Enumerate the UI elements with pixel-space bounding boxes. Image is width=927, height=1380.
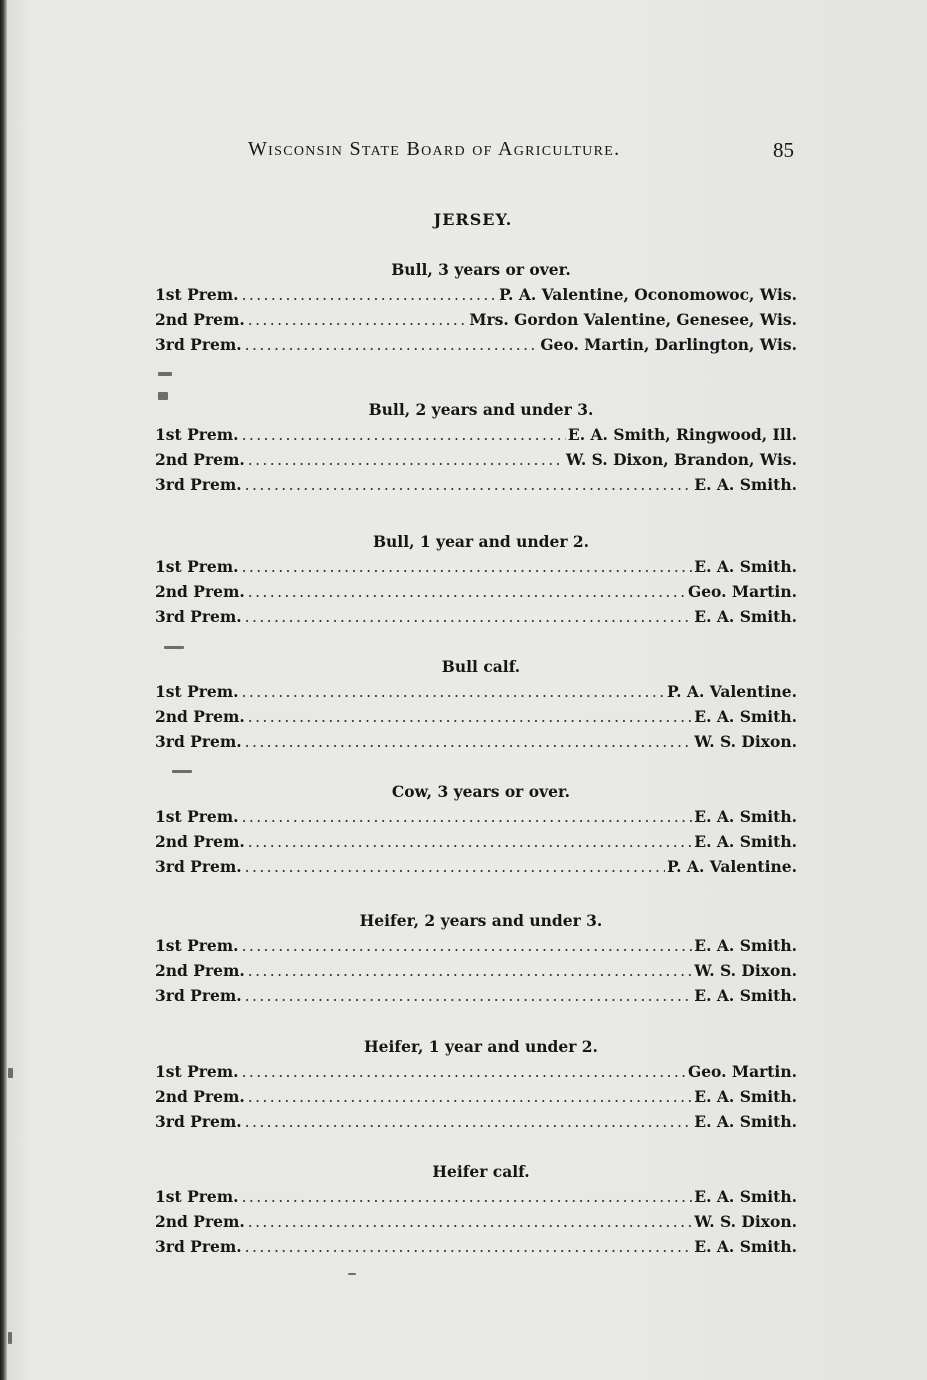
dot-leader — [242, 934, 693, 959]
premium-row — [155, 332, 797, 357]
premium-place: 2nd Prem. — [155, 1087, 245, 1106]
premium-row — [155, 282, 797, 307]
premium-row — [155, 1109, 797, 1134]
premium-place: 1st Prem. — [155, 557, 239, 576]
premium-row — [155, 983, 797, 1008]
premium-row — [155, 554, 797, 579]
section-cow-3-years — [155, 780, 797, 879]
section-title: Heifer calf. — [432, 1162, 530, 1181]
premium-place: 1st Prem. — [155, 1062, 239, 1081]
premium-place: 1st Prem. — [155, 807, 239, 826]
premium-winner: E. A. Smith. — [694, 807, 797, 826]
premium-winner: E. A. Smith, Ringwood, Ill. — [567, 425, 797, 444]
section-bull-3-years — [155, 258, 797, 357]
premium-winner: P. A. Valentine. — [667, 857, 797, 876]
dot-leader — [242, 1060, 686, 1085]
scan-artifact — [348, 1273, 356, 1275]
premium-winner: P. A. Valentine. — [667, 682, 797, 701]
dot-leader — [242, 1185, 693, 1210]
premium-winner: E. A. Smith. — [694, 832, 797, 851]
premium-place: 2nd Prem. — [155, 450, 245, 469]
premium-row — [155, 933, 797, 958]
running-title: Wisconsin State Board of Agriculture. — [248, 138, 621, 160]
dot-leader — [248, 1085, 692, 1110]
section-heifer-calf — [155, 1160, 797, 1259]
scan-artifact — [8, 1068, 13, 1078]
scan-artifact — [158, 392, 168, 400]
premium-winner: E. A. Smith. — [694, 1112, 797, 1131]
premium-row — [155, 1059, 797, 1084]
premium-place: 3rd Prem. — [155, 1237, 242, 1256]
page-binding-edge — [0, 0, 7, 1380]
premium-row — [155, 854, 797, 879]
premium-place: 3rd Prem. — [155, 1112, 242, 1131]
premium-row — [155, 1084, 797, 1109]
section-title: Cow, 3 years or over. — [391, 782, 571, 801]
section-bull-calf — [155, 655, 797, 754]
dot-leader — [245, 984, 693, 1009]
dot-leader — [242, 283, 497, 308]
premium-place: 3rd Prem. — [155, 857, 242, 876]
premium-winner: Geo. Martin. — [687, 582, 797, 601]
premium-row — [155, 447, 797, 472]
premium-winner: E. A. Smith. — [694, 1187, 797, 1206]
dot-leader — [248, 1210, 692, 1235]
page-header — [248, 138, 794, 168]
premium-place: 1st Prem. — [155, 682, 239, 701]
premium-row — [155, 729, 797, 754]
premium-place: 3rd Prem. — [155, 986, 242, 1005]
premium-place: 2nd Prem. — [155, 832, 245, 851]
premium-place: 1st Prem. — [155, 425, 239, 444]
section-title: Bull calf. — [441, 657, 521, 676]
dot-leader — [248, 448, 564, 473]
premium-row — [155, 307, 797, 332]
dot-leader — [242, 680, 665, 705]
premium-winner: E. A. Smith. — [694, 986, 797, 1005]
section-bull-1-year — [155, 530, 797, 629]
section-title: Heifer, 1 year and under 2. — [364, 1037, 598, 1056]
section-heifer-1-year — [155, 1035, 797, 1134]
premium-row — [155, 704, 797, 729]
dot-leader — [248, 308, 468, 333]
premium-place: 2nd Prem. — [155, 310, 245, 329]
dot-leader — [248, 580, 686, 605]
premium-place: 1st Prem. — [155, 936, 239, 955]
premium-winner: E. A. Smith. — [694, 607, 797, 626]
premium-row — [155, 472, 797, 497]
premium-place: 2nd Prem. — [155, 1212, 245, 1231]
premium-row — [155, 1209, 797, 1234]
premium-place: 1st Prem. — [155, 285, 239, 304]
premium-row — [155, 679, 797, 704]
premium-place: 3rd Prem. — [155, 607, 242, 626]
dot-leader — [242, 423, 566, 448]
section-bull-2-years — [155, 398, 797, 497]
premium-winner: Mrs. Gordon Valentine, Genesee, Wis. — [469, 310, 797, 329]
dot-leader — [248, 959, 692, 984]
premium-place: 2nd Prem. — [155, 582, 245, 601]
premium-place: 1st Prem. — [155, 1187, 239, 1206]
premium-winner: E. A. Smith. — [694, 1237, 797, 1256]
premium-row — [155, 579, 797, 604]
premium-winner: E. A. Smith. — [694, 475, 797, 494]
premium-row — [155, 1234, 797, 1259]
premium-winner: E. A. Smith. — [694, 936, 797, 955]
premium-winner: W. S. Dixon. — [694, 1212, 797, 1231]
premium-winner: W. S. Dixon. — [694, 961, 797, 980]
premium-row — [155, 958, 797, 983]
dot-leader — [245, 1110, 693, 1135]
dot-leader — [245, 1235, 693, 1260]
premium-place: 2nd Prem. — [155, 961, 245, 980]
premium-place: 3rd Prem. — [155, 335, 242, 354]
section-title: Bull, 2 years and under 3. — [368, 400, 594, 419]
premium-winner: W. S. Dixon, Brandon, Wis. — [565, 450, 797, 469]
premium-winner: P. A. Valentine, Oconomowoc, Wis. — [498, 285, 797, 304]
section-title: Bull, 1 year and under 2. — [372, 532, 590, 551]
dot-leader — [245, 473, 693, 498]
premium-winner: E. A. Smith. — [694, 1087, 797, 1106]
dot-leader — [245, 855, 665, 880]
premium-winner: E. A. Smith. — [694, 557, 797, 576]
premium-winner: Geo. Martin, Darlington, Wis. — [540, 335, 797, 354]
premium-place: 3rd Prem. — [155, 475, 242, 494]
premium-place: 3rd Prem. — [155, 732, 242, 751]
section-title: Heifer, 2 years and under 3. — [359, 911, 603, 930]
premium-winner: Geo. Martin. — [687, 1062, 797, 1081]
scan-artifact — [8, 1332, 12, 1344]
premium-place: 2nd Prem. — [155, 707, 245, 726]
premium-row — [155, 829, 797, 854]
premium-row — [155, 1184, 797, 1209]
scan-artifact — [172, 770, 192, 773]
breed-title: JERSEY. — [433, 210, 513, 229]
premium-row — [155, 604, 797, 629]
dot-leader — [245, 333, 539, 358]
section-title: Bull, 3 years or over. — [391, 260, 571, 279]
dot-leader — [242, 555, 693, 580]
page-number: 85 — [773, 138, 794, 162]
premium-row — [155, 422, 797, 447]
premium-winner: W. S. Dixon. — [694, 732, 797, 751]
dot-leader — [242, 805, 693, 830]
scan-artifact — [158, 372, 172, 376]
section-heifer-2-years — [155, 909, 797, 1008]
premium-winner: E. A. Smith. — [694, 707, 797, 726]
scan-artifact — [164, 646, 184, 649]
dot-leader — [245, 730, 693, 755]
dot-leader — [248, 830, 692, 855]
dot-leader — [245, 605, 693, 630]
premium-row — [155, 804, 797, 829]
dot-leader — [248, 705, 692, 730]
